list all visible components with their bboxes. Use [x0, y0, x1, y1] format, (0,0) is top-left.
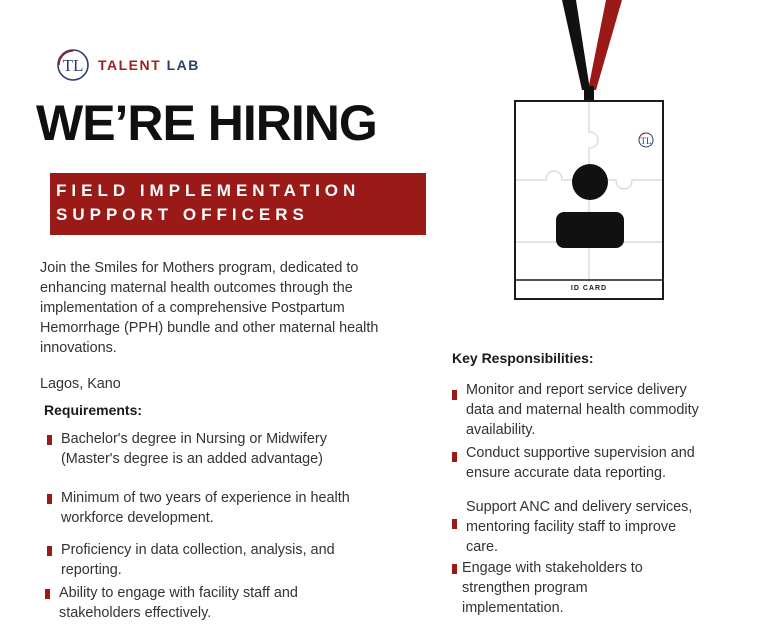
bullet-marker: [452, 452, 457, 462]
lanyard-strap: [550, 0, 640, 110]
responsibility-line: data and maternal health commodity: [466, 402, 699, 418]
logo-wordmark: [98, 57, 200, 73]
id-card-illustration: [514, 100, 664, 300]
bullet-marker: [452, 519, 457, 529]
puzzle-pattern: [516, 102, 662, 298]
bullet-marker: [452, 564, 457, 574]
responsibility-line: strengthen program: [462, 580, 588, 596]
intro-line: enhancing maternal health outcomes through the: [40, 280, 353, 296]
responsibility-item: [452, 497, 692, 557]
intro-line: Hemorrhage (PPH) bundle and other maternal health: [40, 320, 379, 336]
bullet-marker: [47, 494, 52, 504]
responsibility-line: ensure accurate data reporting.: [466, 465, 666, 481]
person-body-icon: [556, 212, 624, 248]
requirement-line: workforce development.: [61, 510, 214, 526]
responsibility-item: [452, 443, 695, 483]
intro-line: implementation of a comprehensive Postpartum: [40, 300, 345, 316]
page-headline: WE’RE HIRING: [36, 95, 377, 151]
card-logo-monogram: TL: [640, 136, 652, 146]
bullet-marker: [47, 435, 52, 445]
requirement-line: Minimum of two years of experience in health: [61, 490, 350, 506]
requirement-line: (Master's degree is an added advantage): [61, 451, 323, 467]
job-location: Lagos, Kano: [40, 376, 121, 392]
person-head-icon: [572, 164, 608, 200]
bullet-marker: [452, 390, 457, 400]
requirement-line: Bachelor's degree in Nursing or Midwifery: [61, 431, 327, 447]
requirement-line: reporting.: [61, 562, 122, 578]
responsibility-item: [452, 380, 699, 440]
intro-paragraph: [40, 258, 440, 358]
requirement-item: [45, 583, 298, 623]
responsibility-line: Engage with stakeholders to: [462, 560, 643, 576]
requirement-line: Ability to engage with facility staff and: [59, 585, 298, 601]
requirement-item: [47, 540, 335, 580]
logo-word-talent: TALENT: [98, 57, 162, 73]
requirement-line: stakeholders effectively.: [59, 605, 212, 621]
intro-line: Join the Smiles for Mothers program, dedicated to: [40, 260, 359, 276]
requirement-line: Proficiency in data collection, analysis, and: [61, 542, 335, 558]
responsibility-line: implementation.: [462, 600, 564, 616]
position-title-banner: [50, 173, 426, 235]
position-title-line-2: SUPPORT OFFICERS: [56, 205, 309, 224]
requirement-item: [47, 488, 350, 528]
talent-lab-logo-icon: [56, 48, 90, 82]
requirement-item: [47, 429, 327, 469]
logo-word-lab: LAB: [166, 57, 200, 73]
responsibility-line: Monitor and report service delivery: [466, 382, 687, 398]
intro-line: innovations.: [40, 340, 117, 356]
responsibility-line: Support ANC and delivery services,: [466, 499, 693, 515]
responsibility-line: availability.: [466, 422, 536, 438]
bullet-marker: [47, 546, 52, 556]
responsibility-line: care.: [466, 539, 498, 555]
position-title-line-1: FIELD IMPLEMENTATION: [56, 181, 361, 200]
id-card-label: ID CARD: [570, 285, 608, 292]
responsibilities-heading: Key Responsibilities:: [452, 350, 594, 366]
talent-lab-logo: [56, 48, 200, 82]
responsibility-line: Conduct supportive supervision and: [466, 445, 695, 461]
bullet-marker: [45, 589, 50, 599]
logo-monogram: TL: [62, 56, 84, 75]
responsibility-line: mentoring facility staff to improve: [466, 519, 677, 535]
responsibility-item: [452, 558, 643, 618]
requirements-heading: Requirements:: [44, 402, 143, 418]
